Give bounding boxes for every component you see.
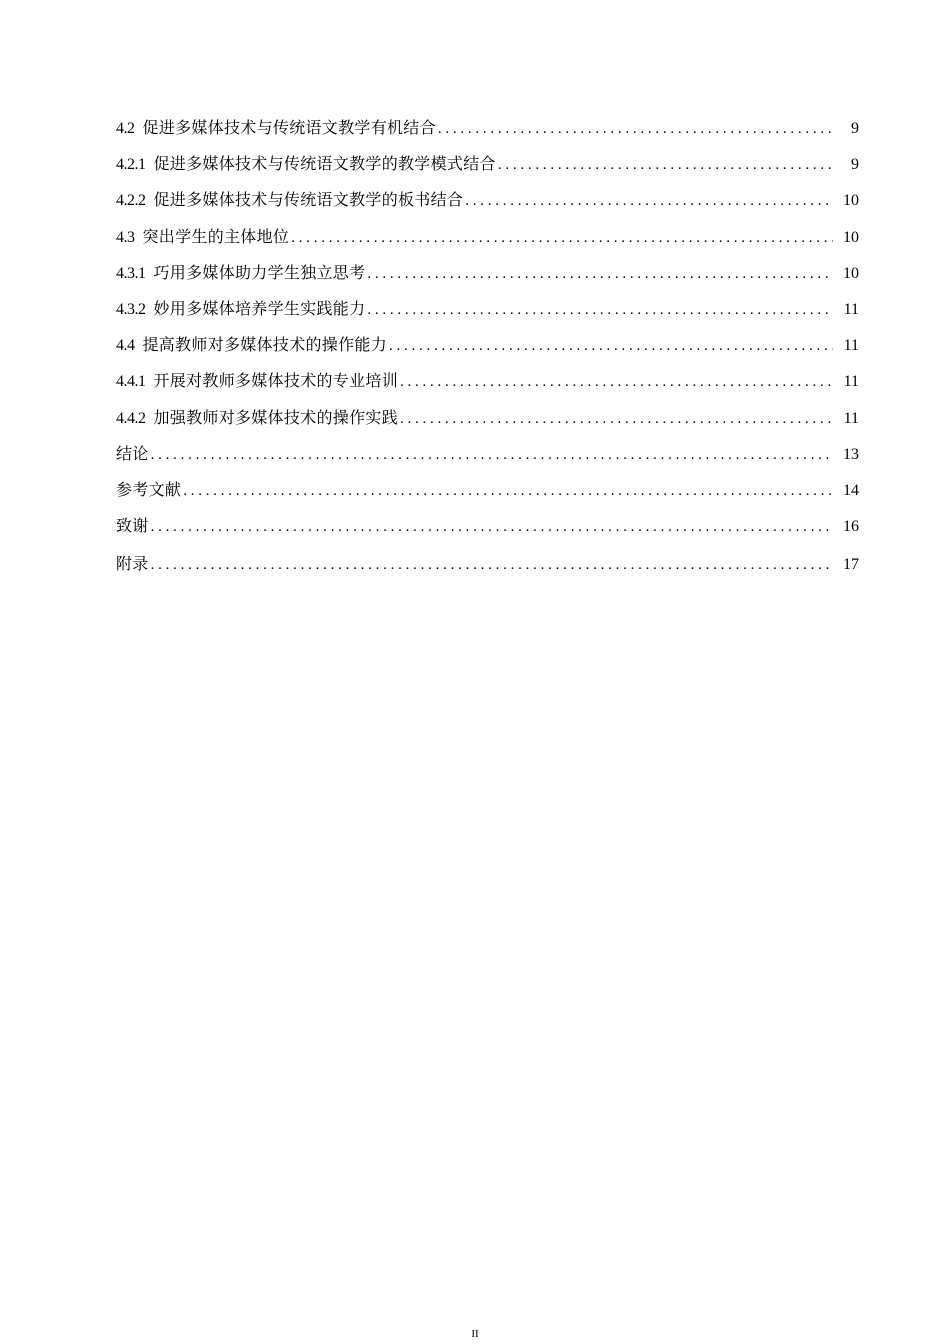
toc-entry[interactable]: [116, 263, 859, 299]
toc-entry[interactable]: [116, 190, 859, 226]
dot-leader: [151, 516, 833, 538]
toc-entry-number: 4.2: [116, 120, 135, 137]
toc-entry[interactable]: [116, 480, 859, 516]
toc-entry-page: 11: [843, 337, 859, 355]
toc-entry-title: 促进多媒体技术与传统语文教学有机结合: [142, 120, 436, 137]
toc-entry-page: 9: [851, 120, 859, 137]
dot-leader: [400, 408, 833, 430]
table-of-contents: [116, 118, 859, 593]
toc-entry-page: 10: [843, 264, 859, 282]
page-number: II: [471, 1328, 479, 1340]
dot-leader: [291, 227, 833, 249]
toc-entry[interactable]: [116, 154, 859, 190]
toc-entry-number: 4.4.2: [116, 409, 146, 427]
dot-leader: [367, 299, 833, 321]
dot-leader: [498, 154, 833, 176]
dot-leader: [367, 263, 833, 285]
toc-entry-page: 13: [843, 445, 859, 463]
toc-entry-title: 参考文献: [116, 481, 182, 499]
toc-entry-title: 巧用多媒体助力学生独立思考: [153, 264, 366, 282]
toc-entry-title: 促进多媒体技术与传统语文教学的板书结合: [153, 192, 464, 210]
toc-entry-number: 4.2.2: [116, 192, 146, 210]
toc-entry[interactable]: [116, 444, 859, 480]
toc-entry[interactable]: [116, 552, 859, 593]
toc-entry-title: 提高教师对多媒体技术的操作能力: [142, 337, 388, 355]
toc-entry-page: 10: [843, 228, 859, 246]
toc-entry-number: 4.4.1: [116, 373, 146, 391]
dot-leader: [183, 480, 833, 502]
toc-entry-title: 突出学生的主体地位: [142, 228, 290, 246]
dot-leader: [438, 118, 833, 140]
dot-leader: [151, 444, 833, 466]
dot-leader: [151, 554, 833, 576]
toc-entry[interactable]: [116, 408, 859, 444]
toc-entry-page: 17: [843, 556, 859, 574]
toc-entry-page: 11: [843, 373, 859, 391]
toc-entry-number: 4.3.2: [116, 300, 146, 318]
toc-entry-title: 致谢: [116, 518, 149, 536]
toc-entry[interactable]: [116, 299, 859, 335]
dot-leader: [400, 371, 833, 393]
toc-entry-number: 4.3: [116, 228, 135, 246]
toc-entry-page: 11: [843, 300, 859, 318]
toc-entry-page: 9: [851, 156, 859, 174]
toc-entry[interactable]: [116, 227, 859, 263]
toc-entry-number: 4.2.1: [116, 156, 146, 174]
toc-entry-number: 4.3.1: [116, 264, 146, 282]
toc-entry-title: 附录: [116, 556, 149, 574]
toc-entry-number: 4.4: [116, 337, 135, 355]
toc-entry-title: 加强教师对多媒体技术的操作实践: [153, 409, 399, 427]
toc-entry[interactable]: [116, 335, 859, 371]
toc-entry[interactable]: [116, 516, 859, 552]
toc-entry-title: 结论: [116, 445, 149, 463]
toc-entry-title: 妙用多媒体培养学生实践能力: [153, 300, 366, 318]
toc-entry-page: 10: [843, 192, 859, 210]
toc-entry-title: 促进多媒体技术与传统语文教学的教学模式结合: [153, 156, 496, 174]
toc-entry[interactable]: [116, 371, 859, 407]
toc-entry-page: 11: [843, 409, 859, 427]
dot-leader: [465, 190, 833, 212]
toc-entry-page: 16: [843, 518, 859, 536]
toc-entry-page: 14: [843, 481, 859, 499]
toc-entry[interactable]: [116, 118, 859, 154]
toc-entry-title: 开展对教师多媒体技术的专业培训: [153, 373, 399, 391]
dot-leader: [389, 335, 833, 357]
